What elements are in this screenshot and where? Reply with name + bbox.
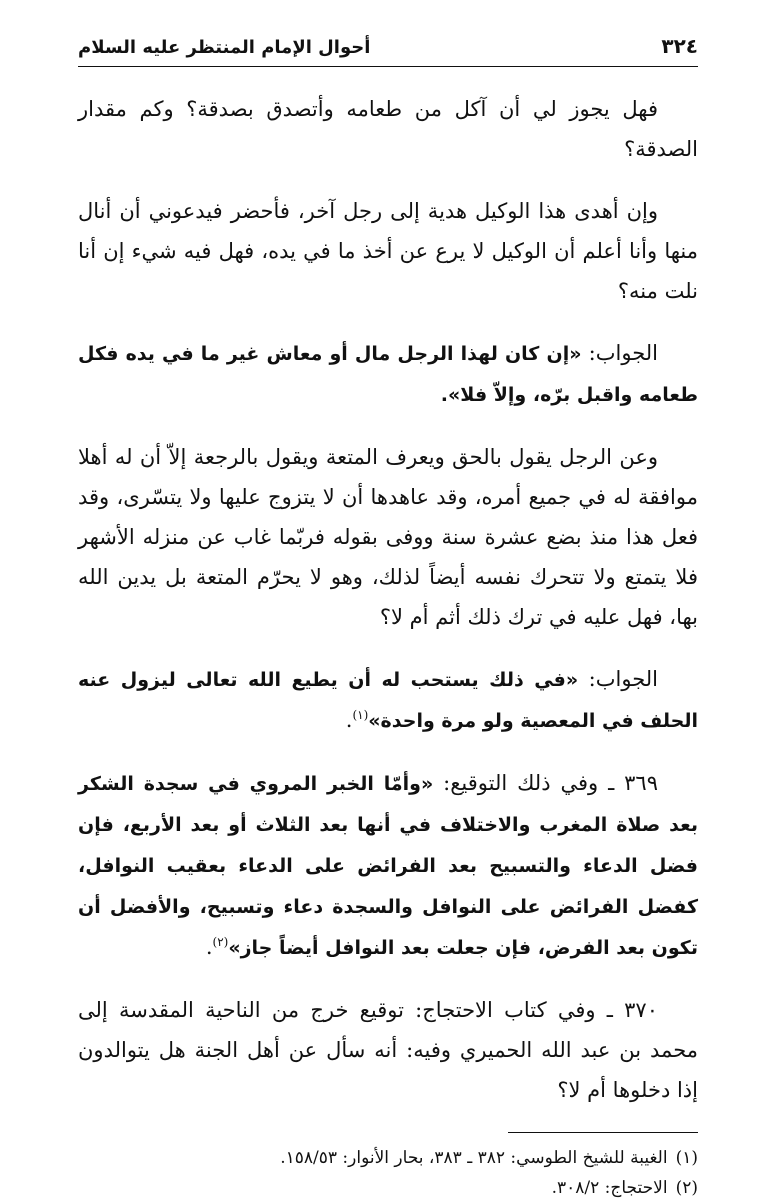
footnote-reference-2[interactable]: (٢) xyxy=(212,935,229,949)
answer-quote: «في ذلك يستحب له أن يطيع الله تعالى ليزول عنه الحلف في المعصية ولو مرة واحدة» xyxy=(78,669,698,732)
paragraph-question-alms xyxy=(78,89,698,169)
paragraph-tail: . xyxy=(345,708,353,732)
paragraph-text: فهل يجوز لي أن آكل من طعامه وأتصدق بصدقة؟ وكم مقدار الصدقة؟ xyxy=(78,97,698,161)
footnote-divider xyxy=(508,1132,698,1133)
page-number: ٣٢٤ xyxy=(661,34,698,58)
paragraph-370 xyxy=(78,990,698,1110)
book-page xyxy=(78,28,698,1203)
footnote-text: الاحتجاج: ٣٠٨/٢. xyxy=(551,1178,668,1198)
answer-lead: الجواب: xyxy=(578,667,658,691)
footnote-number: (٢) xyxy=(675,1178,698,1198)
answer-quote: «إن كان لهذا الرجل مال أو معاش غير ما في يده فكل طعامه واقبل برّه، وإلاّ فلا». xyxy=(78,343,698,406)
footnote-number: (١) xyxy=(675,1148,698,1168)
footnote-text: الغيبة للشيخ الطوسي: ٣٨٢ ـ ٣٨٣، بحار الأنوار: ١٥٨/٥٣. xyxy=(280,1148,668,1168)
paragraph-text: ٣٧٠ ـ وفي كتاب الاحتجاج: توقيع خرج من الناحية المقدسة إلى محمد بن عبد الله الحميري وفيه: أنه سأل عن أهل الجنة هل يتوالدون إذا دخلوها أم لا؟ xyxy=(78,998,698,1102)
paragraph-question-mutah xyxy=(78,437,698,637)
paragraph-text: وعن الرجل يقول بالحق ويعرف المتعة ويقول بالرجعة إلاّ أن له أهلا موافقة له في جميع أمره، وقد عاهدها أن لا يتزوج عليها ولا يتسّرى، وقد فعل هذا منذ بضع عشرة سنة ووفى بقوله فربّما غاب عن منزله الأشهر فلا يتمتع ولا تتحرك نفسه أيضاً لذلك، وهو لا يحرّم المتعة بل يدين الله بها، فهل عليه في ترك ذلك أثم أم لا؟ xyxy=(78,445,698,629)
paragraph-quote: «وأمّا الخبر المروي في سجدة الشكر بعد صلاة المغرب والاختلاف في أنها بعد الثلاث أو بعد الأربع، فإن فضل الدعاء والتسبيح بعد الفرائض على الدعاء بعقيب النوافل، كفضل الفرائض على النوافل والسجدة دعاء وتسبيح، والأفضل أن تكون بعد الفرض، فإن جعلت بعد النوافل أيضاً جاز» xyxy=(78,773,698,959)
running-title: أحوال الإمام المنتظر عليه السلام xyxy=(78,37,371,58)
paragraph-answer-2 xyxy=(78,659,698,741)
answer-lead: الجواب: xyxy=(581,341,659,365)
paragraph-369 xyxy=(78,763,698,968)
footnote-reference-1[interactable]: (١) xyxy=(352,708,369,722)
page-body xyxy=(78,89,698,1110)
paragraph-question-gift xyxy=(78,191,698,311)
paragraph-lead: ٣٦٩ ـ وفي ذلك التوقيع: xyxy=(433,771,658,795)
paragraph-answer-1 xyxy=(78,333,698,415)
footnote-1 xyxy=(78,1143,698,1173)
running-header xyxy=(78,28,698,67)
footnotes xyxy=(78,1143,698,1203)
footnote-2 xyxy=(78,1173,698,1203)
paragraph-text: وإن أهدى هذا الوكيل هدية إلى رجل آخر، فأحضر فيدعوني أن أنال منها وأنا أعلم أن الوكيل لا يرع عن أخذ ما في يده، فهل فيه شيء إن أنا نلت منه؟ xyxy=(78,199,698,303)
paragraph-tail: . xyxy=(205,935,213,959)
